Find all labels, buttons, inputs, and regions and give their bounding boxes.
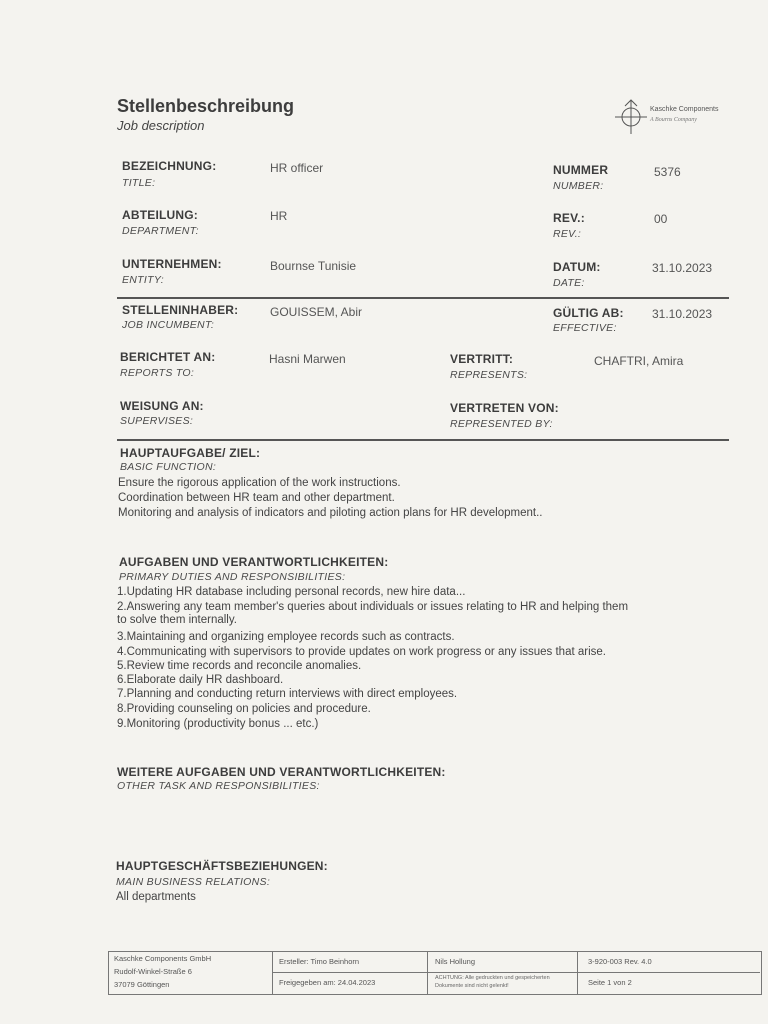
duty-item: 5.Review time records and reconcile anomalies. [117,660,362,672]
footer-creator: Ersteller: Timo Beinhorn [279,957,360,966]
page-title: Stellenbeschreibung [117,96,295,116]
reports-to-sublabel: REPORTS TO: [120,367,195,379]
date-label: DATUM: [553,260,601,274]
footer-released: Freigegeben am: 24.04.2023 [279,978,376,987]
footer-doc-number: 3-920-003 Rev. 4.0 [588,957,652,966]
represents-sublabel: REPRESENTS: [450,369,528,381]
relations-value: All departments [116,891,196,903]
footer-street: Rudolf-Winkel-Straße 6 [114,967,192,976]
duty-item: 2.Answering any team member's queries about individuals or issues relating to HR and helping them [117,601,629,613]
represented-by-label: VERTRETEN VON: [450,401,559,415]
department-sublabel: DEPARTMENT: [122,225,199,237]
duty-item: 6.Elaborate daily HR dashboard. [117,674,284,686]
date-sublabel: DATE: [553,277,585,289]
represents-value: CHAFTRI, Amira [594,354,684,368]
page-subtitle: Job description [117,118,205,133]
title-sublabel: TITLE: [122,177,156,189]
other-tasks-heading: WEITERE AUFGABEN UND VERANTWORTLICHKEITEN: [117,765,446,779]
rev-label: REV.: [553,211,585,225]
relations-heading: HAUPTGESCHÄFTSBEZIEHUNGEN: [116,859,328,873]
effective-label: GÜLTIG AB: [553,306,624,320]
footer-doc-cell [577,952,760,994]
entity-sublabel: ENTITY: [122,274,164,286]
footer-city: 37079 Göttingen [114,980,170,989]
title-label: BEZEICHNUNG: [122,159,217,173]
logo-company-subtitle: A Bourns Company [650,117,697,123]
incumbent-sublabel: JOB INCUMBENT: [122,319,215,331]
duties-heading: AUFGABEN UND VERANTWORTLICHKEITEN: [119,555,389,569]
supervises-sublabel: SUPERVISES: [120,415,194,427]
duty-item: 4.Communicating with supervisors to provide updates on work progress or any issues that arise. [117,646,606,658]
entity-label: UNTERNEHMEN: [122,257,222,271]
basic-function-heading: HAUPTAUFGABE/ ZIEL: [120,446,261,460]
footer-warning: ACHTUNG: Alle gedruckten und gespeicherten [435,975,550,981]
basic-function-line: Coordination between HR team and other department. [118,492,395,504]
basic-function-subheading: BASIC FUNCTION: [120,461,217,473]
department-label: ABTEILUNG: [122,208,198,222]
duty-item: 8.Providing counseling on policies and procedure. [117,703,371,715]
title-value: HR officer [270,161,324,175]
other-tasks-subheading: OTHER TASK AND RESPONSIBILITIES: [117,780,320,792]
duty-item: to solve them internally. [117,614,237,626]
reports-to-label: BERICHTET AN: [120,350,216,364]
incumbent-label: STELLENINHABER: [122,303,239,317]
effective-value: 31.10.2023 [652,307,713,321]
supervises-label: WEISUNG AN: [120,399,204,413]
number-sublabel: NUMBER: [553,180,604,192]
duty-item: 9.Monitoring (productivity bonus ... etc.) [117,718,319,730]
basic-function-line: Monitoring and analysis of indicators and piloting action plans for HR development.. [118,507,543,519]
reports-to-value: Hasni Marwen [269,352,346,366]
logo-company-name: Kaschke Components [650,106,719,113]
number-value: 5376 [654,165,681,179]
duties-subheading: PRIMARY DUTIES AND RESPONSIBILITIES: [119,571,346,583]
footer-page-number: Seite 1 von 2 [588,978,632,987]
effective-sublabel: EFFECTIVE: [553,322,617,334]
duty-item: 3.Maintaining and organizing employee records such as contracts. [117,631,455,643]
footer-approver-cell [427,952,578,994]
relations-subheading: MAIN BUSINESS RELATIONS: [116,876,271,888]
footer-creator-cell [272,952,428,994]
rev-value: 00 [654,212,668,226]
department-value: HR [270,209,288,223]
incumbent-value: GOUISSEM, Abir [270,305,363,319]
section-divider [117,439,729,441]
number-label: NUMMER [553,163,609,177]
entity-value: Bournse Tunisie [270,259,357,273]
date-value: 31.10.2023 [652,261,713,275]
footer-address-cell [109,952,273,994]
section-divider [117,297,729,299]
represents-label: VERTRITT: [450,352,514,366]
rev-sublabel: REV.: [553,228,582,240]
represented-by-sublabel: REPRESENTED BY: [450,418,553,430]
footer-warning: Dokumente sind nicht gelenkt! [435,983,509,989]
duty-item: 7.Planning and conducting return interviews with direct employees. [117,688,458,700]
basic-function-line: Ensure the rigorous application of the work instructions. [118,477,401,489]
footer-company: Kaschke Components GmbH [114,954,212,963]
duty-item: 1.Updating HR database including personal records, new hire data... [117,586,466,598]
footer-table [108,951,762,995]
footer-approver: Nils Hollung [435,957,476,966]
